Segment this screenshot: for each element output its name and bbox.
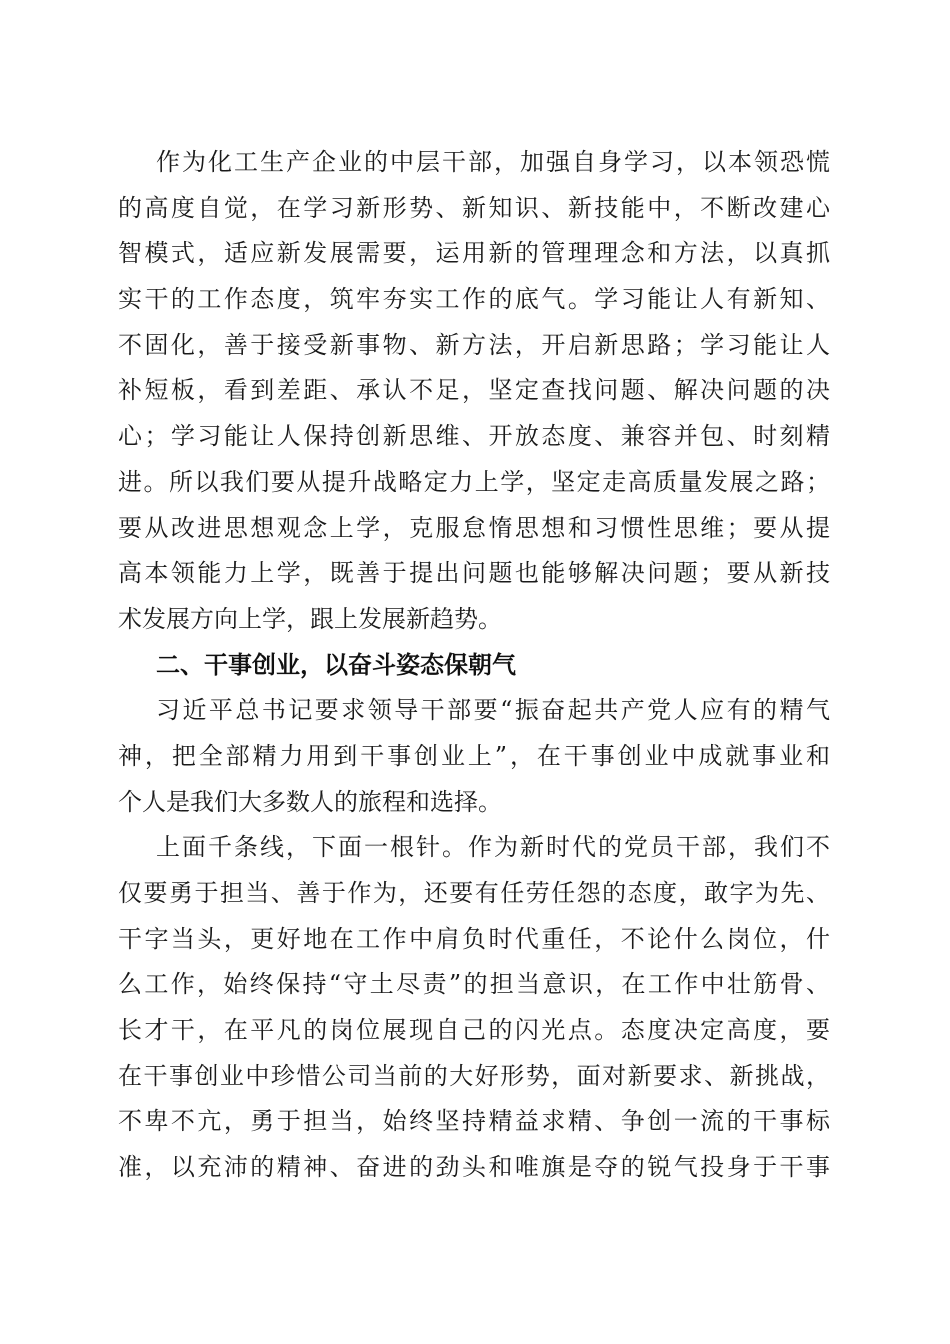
text-line: 不卑不亢，勇于担当，始终坚持精益求精、争创一流的干事标 — [118, 1107, 830, 1136]
text-line: 么工作，始终保持“守土尽责”的担当意识，在工作中壮筋骨、 — [118, 970, 830, 999]
text-line: 智模式，适应新发展需要，运用新的管理理念和方法，以真抓 — [118, 239, 830, 268]
text-line: 实干的工作态度，筑牢夯实工作的底气。学习能让人有新知、 — [118, 285, 830, 314]
text-line: 在干事创业中珍惜公司当前的大好形势，面对新要求、新挑战， — [118, 1061, 830, 1090]
text-line: 心；学习能让人保持创新思维、开放态度、兼容并包、时刻精 — [118, 422, 830, 451]
text-line: 仅要勇于担当、善于作为，还要有任劳任怨的态度，敢字为先、 — [118, 879, 830, 907]
text-line: 要从改进思想观念上学，克服怠惰思想和习惯性思维；要从提 — [118, 513, 830, 542]
text-line: 神，把全部精力用到干事创业上”，在干事创业中成就事业和 — [118, 741, 830, 770]
text-line: 干字当头，更好地在工作中肩负时代重任，不论什么岗位，什 — [118, 924, 830, 953]
text-line: 准，以充沛的精神、奋进的劲头和唯旗是夺的锐气投身于干事 — [118, 1153, 830, 1182]
paragraph-study — [118, 140, 830, 643]
text-line: 的高度自觉，在学习新形势、新知识、新技能中，不断改建心 — [118, 193, 830, 222]
text-line: 术发展方向上学，跟上发展新趋势。 — [118, 604, 502, 633]
text-line: 高本领能力上学，既善于提出问题也能够解决问题；要从新技 — [118, 559, 830, 588]
text-line: 补短板，看到差距、承认不足，坚定查找问题、解决问题的决 — [118, 376, 830, 405]
document-body — [118, 140, 830, 1191]
text-line: 长才干，在平凡的岗位展现自己的闪光点。态度决定高度，要 — [118, 1016, 830, 1045]
text-line: 不固化，善于接受新事物、新方法，开启新思路；学习能让人 — [118, 330, 830, 359]
section-heading: 二、干事创业，以奋斗姿态保朝气 — [156, 650, 516, 679]
text-line: 上面千条线，下面一根针。作为新时代的党员干部，我们不 — [156, 833, 830, 862]
text-line: 进。所以我们要从提升战略定力上学，坚定走高质量发展之路； — [118, 467, 830, 496]
text-line: 习近平总书记要求领导干部要“振奋起共产党人应有的精气 — [156, 696, 830, 725]
paragraph-responsibility — [118, 825, 830, 1191]
paragraph-quote — [118, 688, 830, 825]
text-line: 作为化工生产企业的中层干部，加强自身学习，以本领恐慌 — [156, 148, 830, 176]
text-line: 个人是我们大多数人的旅程和选择。 — [118, 787, 502, 816]
